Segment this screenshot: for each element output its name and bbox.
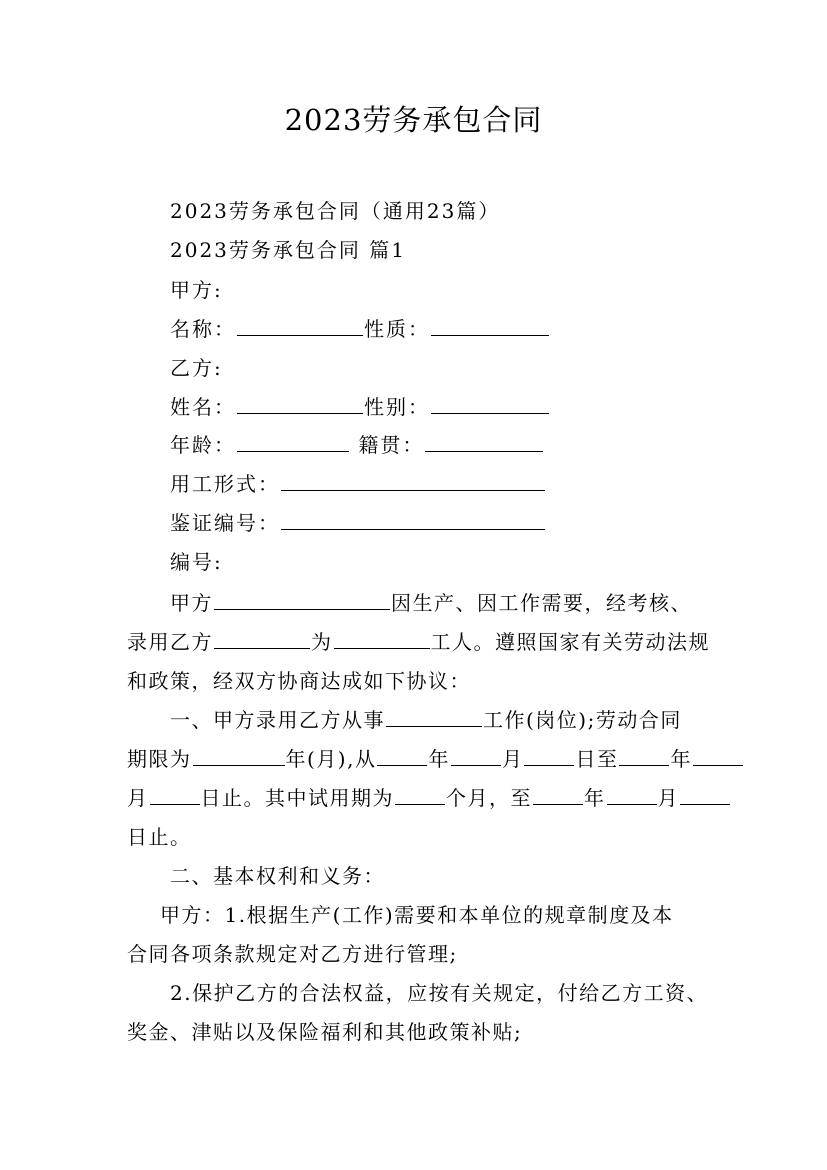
end-month-blank — [693, 747, 743, 766]
certification-no-row — [170, 509, 546, 537]
party-b-blank — [214, 630, 310, 649]
clause-text: 年 — [428, 747, 450, 771]
clause2-heading: 二、基本权利和义务： — [170, 864, 385, 888]
nature-label: 性质： — [364, 317, 430, 341]
clause-text: 工作(岗位);劳动合同 — [483, 708, 682, 732]
intro-line-1 — [170, 584, 750, 623]
clause1-line-2 — [127, 740, 707, 779]
party-a-label: 甲方: — [170, 278, 223, 302]
end-day-blank — [150, 786, 200, 805]
intro-text: 为 — [311, 630, 333, 654]
name-label: 名称： — [170, 317, 236, 341]
intro-line-3: 和政策，经双方协商达成如下协议： — [127, 669, 471, 693]
clause-text: 个月，至 — [446, 786, 532, 810]
party-a-blank — [214, 591, 390, 610]
clause-text: 月 — [501, 747, 524, 771]
clause-text: 年 — [670, 747, 692, 771]
age-hometown-row — [170, 431, 544, 459]
clause-text: 日止。其中试用期为 — [200, 786, 394, 810]
number-label: 编号: — [170, 550, 223, 574]
party-a-duty1-line-1: 甲方：1.根据生产(工作)需要和本单位的规章制度及本 — [160, 903, 674, 927]
clause-text: 年(月),从 — [285, 747, 377, 771]
document-subtitle: 2023劳务承包合同（通用23篇） — [170, 199, 501, 223]
document-title: 2023劳务承包合同 — [284, 103, 543, 137]
end-year-blank — [619, 747, 669, 766]
gender-label: 性别： — [364, 395, 430, 419]
certification-no-label: 鉴证编号： — [170, 511, 280, 535]
person-gender-row — [170, 393, 550, 421]
clause-text: 月 — [127, 786, 149, 810]
intro-line-2 — [127, 623, 710, 662]
term-blank — [193, 747, 285, 766]
hometown-label: 籍贯： — [358, 433, 425, 457]
age-blank — [237, 433, 349, 452]
gender-blank — [431, 395, 549, 414]
section-heading: 2023劳务承包合同 篇1 — [170, 238, 406, 262]
person-name-blank — [237, 395, 363, 414]
probation-months-blank — [395, 786, 445, 805]
clause-text: 期限为 — [127, 747, 192, 771]
employment-form-blank — [281, 472, 545, 491]
person-name-label: 姓名： — [170, 395, 236, 419]
party-b-label: 乙方: — [170, 356, 223, 380]
job-blank — [386, 708, 482, 727]
party-a-duty1-line-2: 合同各项条款规定对乙方进行管理; — [127, 942, 458, 966]
clause1-line-1 — [170, 701, 750, 740]
probation-year-blank — [533, 786, 583, 805]
clause1-line-3 — [127, 779, 707, 818]
name-blank — [237, 317, 363, 336]
party-a-duty2-line-2: 奖金、津贴以及保险福利和其他政策补贴; — [127, 1020, 523, 1044]
hometown-blank — [425, 433, 543, 452]
worker-type-blank — [334, 630, 430, 649]
start-month-blank — [451, 747, 501, 766]
age-label: 年龄： — [170, 433, 236, 457]
intro-text: 录用乙方 — [127, 630, 213, 654]
nature-blank — [431, 317, 549, 336]
certification-no-blank — [281, 511, 545, 530]
clause-text: 月 — [657, 786, 679, 810]
clause1-line-4: 日止。 — [127, 825, 192, 849]
clause-text: 一、甲方录用乙方从事 — [170, 708, 385, 732]
intro-text: 甲方 — [170, 591, 213, 615]
probation-month-blank — [607, 786, 657, 805]
clause-text: 年 — [584, 786, 606, 810]
start-day-blank — [524, 747, 574, 766]
clause-text: 日至 — [575, 747, 619, 771]
start-year-blank — [377, 747, 427, 766]
intro-text: 因生产、因工作需要，经考核、 — [391, 591, 692, 615]
intro-text: 工人。遵照国家有关劳动法规 — [430, 630, 710, 654]
employment-form-label: 用工形式： — [170, 472, 280, 496]
employment-form-row — [170, 470, 546, 498]
party-a-duty2-line-1: 2.保护乙方的合法权益，应按有关规定，付给乙方工资、 — [170, 981, 709, 1005]
probation-day-blank — [680, 786, 730, 805]
name-nature-row — [170, 315, 550, 343]
